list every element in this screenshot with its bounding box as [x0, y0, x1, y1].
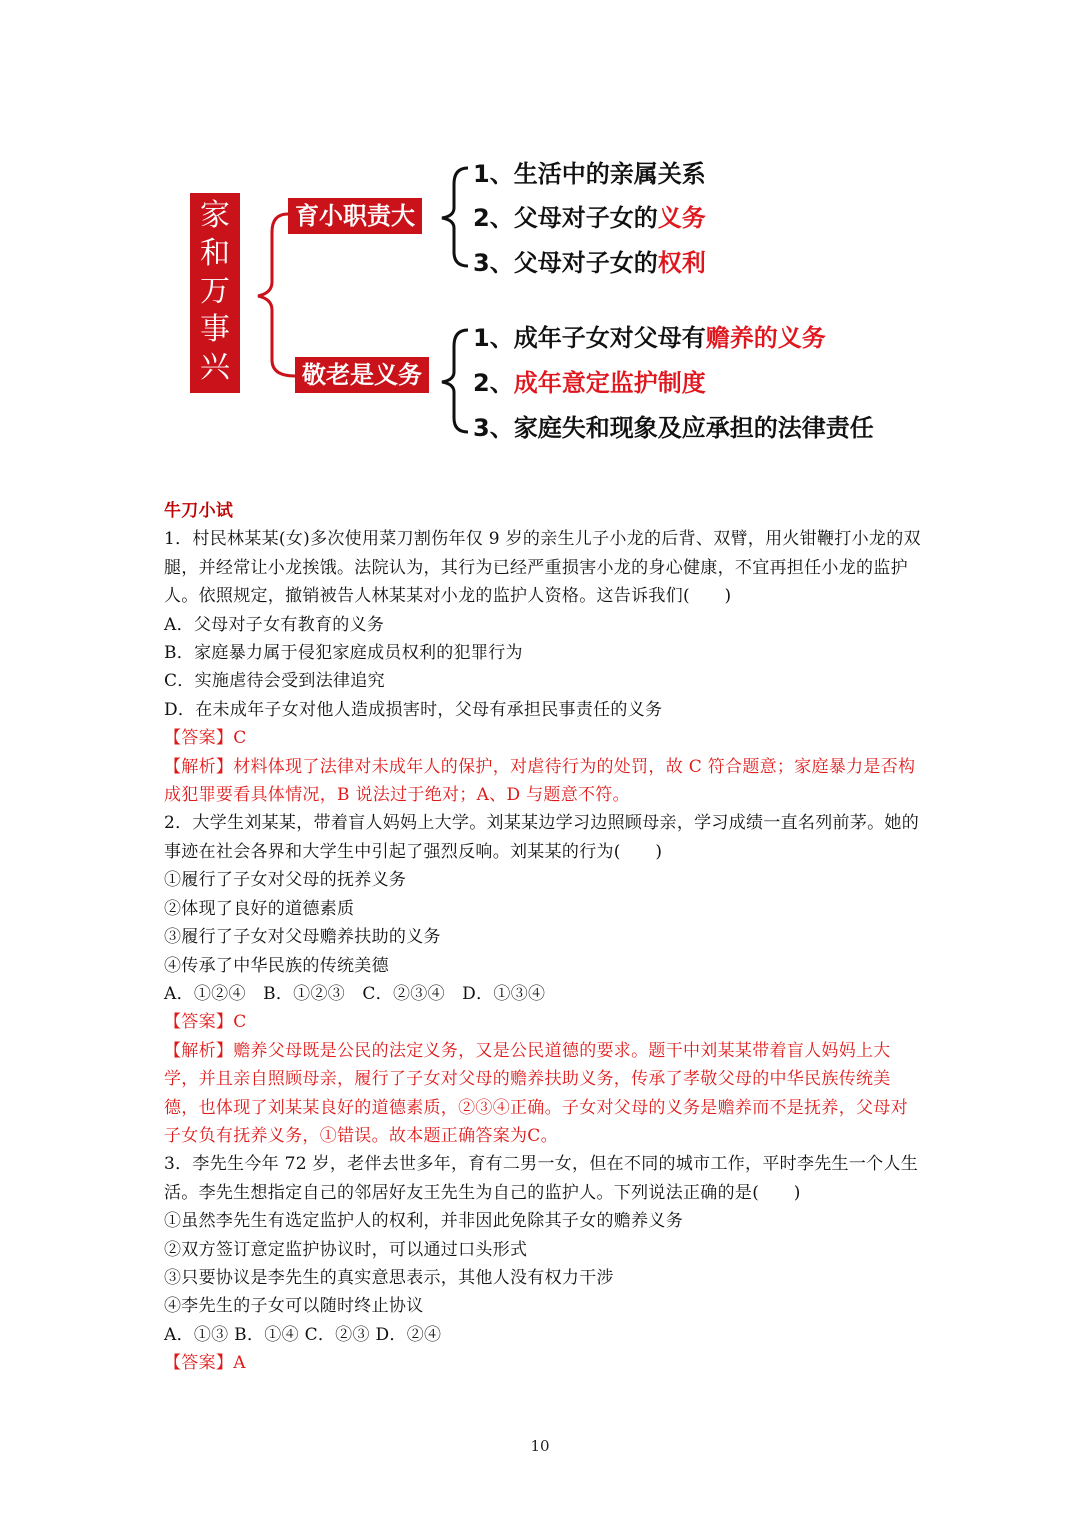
option: ①虽然李先生有选定监护人的权利，并非因此免除其子女的赡养义务 [164, 1211, 683, 1232]
option: ①履行了子女对父母的抚养义务 [164, 870, 407, 891]
root-node [190, 193, 240, 393]
root-char: 事 [200, 312, 230, 347]
option: B．家庭暴力属于侵犯家庭成员权利的犯罪行为 [164, 643, 523, 664]
root-char: 万 [200, 274, 230, 309]
option: ④传承了中华民族的传统美德 [164, 955, 389, 976]
answer: 【答案】C [164, 728, 247, 749]
root-char: 家 [200, 198, 230, 233]
leaf-item: 2、成年意定监护制度 [473, 369, 706, 397]
leaf-item: 1、生活中的亲属关系 [473, 160, 706, 188]
option: ②双方签订意定监护协议时，可以通过口头形式 [164, 1239, 528, 1260]
leaf-item: 2、父母对子女的义务 [473, 204, 706, 232]
option: ③只要协议是李先生的真实意思表示，其他人没有权力干涉 [164, 1267, 614, 1288]
root-char: 和 [200, 236, 230, 271]
branch2-brace [442, 330, 468, 432]
option: C．实施虐待会受到法律追究 [164, 671, 385, 692]
option: ②体现了良好的道德素质 [164, 898, 355, 919]
mind-map-brackets [0, 0, 1080, 480]
analysis: 【解析】材料体现了法律对未成年人的保护，对虐待行为的处罚，故 C 符合题意；家庭暴力是否构成犯罪要看具体情况，B 说法过于绝对；A、D 与题意不符。 [164, 756, 916, 806]
option: ③履行了子女对父母赡养扶助的义务 [164, 927, 441, 948]
branch-label-2: 敬老是义务 [295, 357, 429, 393]
page-number: 10 [530, 1437, 550, 1455]
question-stem: 3．李先生今年 72 岁，老伴去世多年，育有二男一女，但在不同的城市工作，平时李先生一个人生活。李先生想指定自己的邻居好友王先生为自己的监护人。下列说法正确的是( ) [164, 1154, 919, 1203]
question-stem: 2．大学生刘某某，带着盲人妈妈上大学。刘某某边学习边照顾母亲，学习成绩一直名列前茅。她的事迹在社会各界和大学生中引起了强烈反响。刘某某的行为( ) [164, 813, 920, 862]
option: D．在未成年子女对他人造成损害时，父母有承担民事责任的义务 [164, 699, 663, 720]
answer: 【答案】A [164, 1353, 246, 1374]
leaf-item: 3、父母对子女的权利 [473, 249, 706, 277]
option: A．父母对子女有教育的义务 [164, 614, 385, 635]
exercise-section [164, 497, 924, 1378]
branch1-brace [442, 168, 468, 266]
branch-label-1: 育小职责大 [288, 198, 422, 234]
leaf-item: 3、家庭失和现象及应承担的法律责任 [473, 414, 874, 442]
section-title: 牛刀小试 [164, 501, 234, 521]
option: ④李先生的子女可以随时终止协议 [164, 1296, 424, 1317]
answer: 【答案】C [164, 1012, 247, 1033]
question-stem: 1．村民林某某(女)多次使用菜刀割伤年仅 9 岁的亲生儿子小龙的后背、双臂，用火钳鞭打小龙的双腿，并经常让小龙挨饿。法院认为，其行为已经严重损害小龙的身心健康，不宜再担任小龙的监护人。依照规定，撤销被告人林某某对小龙的监护人资格。这告诉我们( ) [164, 529, 921, 607]
root-char: 兴 [200, 350, 230, 385]
choice-row: A．①③ B．①④ C．②③ D．②④ [164, 1324, 442, 1345]
mind-map [0, 0, 1080, 480]
leaf-item: 1、成年子女对父母有赡养的义务 [473, 324, 826, 352]
root-brace [258, 214, 295, 376]
choice-row: A．①②④ B．①②③ C．②③④ D．①③④ [164, 983, 546, 1004]
analysis: 【解析】赡养父母既是公民的法定义务，又是公民道德的要求。题干中刘某某带着盲人妈妈上大学，并且亲自照顾母亲，履行了子女对父母的赡养扶助义务，传承了孝敬父母的中华民族传统美德，也体现了刘某某良好的道德素质，②③④正确。子女对父母的义务是赡养而不是抚养，父母对子女负有抚养义务，①错误。故本题正确答案为C。 [164, 1040, 908, 1146]
